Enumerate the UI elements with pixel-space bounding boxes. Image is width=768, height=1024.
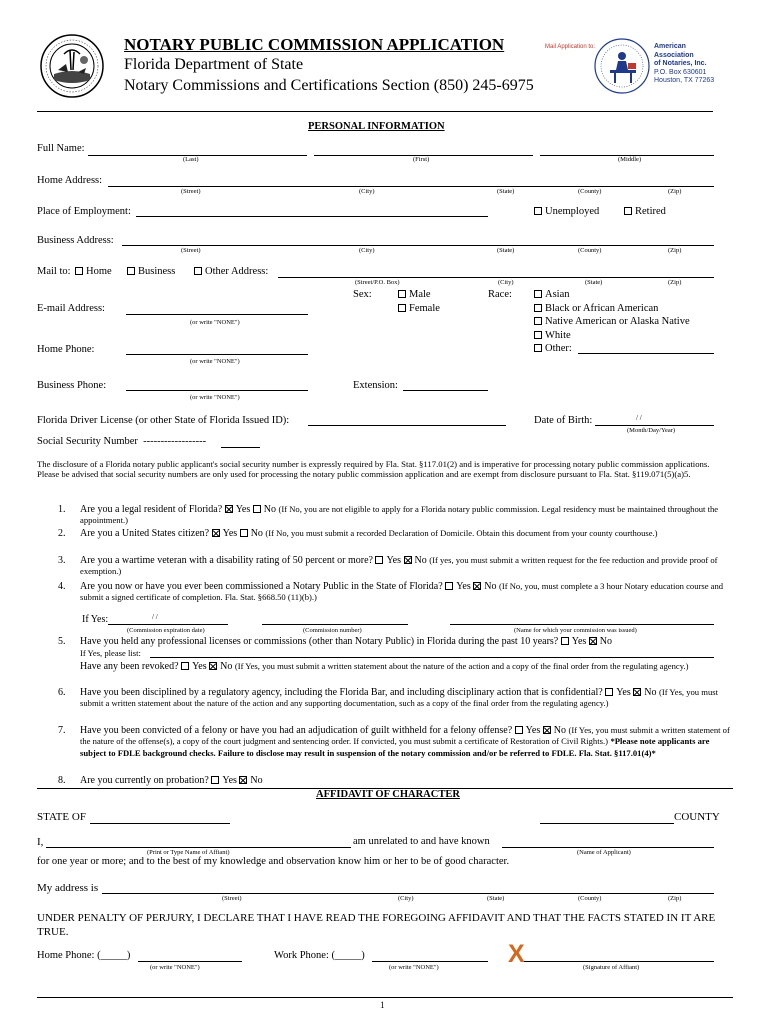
caption: (or write "NONE") (190, 319, 240, 326)
extension-field[interactable] (403, 390, 488, 391)
caption: (Name for which your commission was issued) (514, 627, 637, 634)
mail-home-checkbox[interactable]: Home (75, 266, 112, 277)
checkbox-icon (445, 582, 453, 590)
caption: (Print or Type Name of Affiant) (147, 849, 230, 856)
checkbox-icon (534, 344, 542, 352)
caption: (Signature of Affiant) (583, 964, 640, 971)
caption: (Street) (181, 188, 201, 195)
affiant-home-phone-field[interactable] (138, 961, 242, 962)
unrelated-text: am unrelated to and have known (353, 836, 490, 847)
checkbox-icon (240, 529, 248, 537)
question-1: Are you a legal resident of Florida? Yes No (If No, you are not eligible to apply for a Florida notary public commission. Legal residency must be maintained throughout the appointment.) (80, 504, 719, 526)
fl-license-field[interactable] (308, 425, 506, 426)
caption: (or write "NONE") (150, 964, 200, 971)
state-of-field[interactable] (90, 823, 230, 824)
section-title-personal: PERSONAL INFORMATION (308, 121, 445, 132)
affiant-address-field[interactable] (102, 893, 714, 894)
q8-yes-checkbox[interactable]: Yes (211, 775, 237, 786)
male-checkbox[interactable]: Male (398, 289, 431, 300)
checkbox-icon (194, 267, 202, 275)
q7-no-checkbox[interactable]: No (543, 725, 566, 736)
if-yes-label: If Yes: (82, 614, 109, 625)
other-address-field[interactable] (278, 277, 714, 278)
caption: (Zip) (668, 247, 682, 254)
checkbox-icon (534, 317, 542, 325)
female-checkbox[interactable]: Female (398, 303, 440, 314)
q6-no-checkbox[interactable]: No (633, 687, 656, 698)
sex-label: Sex: (353, 289, 372, 300)
ssn-disclosure: The disclosure of a Florida notary public applicant's social security number is expressly required by Fla. Stat. §117.01(2) and is imperative for processing notary public commission applications. Please be advised that social security numbers are only used for processing the notary public commission application and are exempt from disclosure pursuant to Fla. Stat. §119.071(5)(a)5. (37, 459, 710, 480)
dob-field[interactable] (595, 425, 714, 426)
retired-checkbox[interactable]: Retired (624, 206, 666, 217)
checkbox-icon (605, 688, 613, 696)
florida-seal-icon (40, 34, 104, 98)
checkbox-icon (534, 331, 542, 339)
question-number: 5. (58, 636, 66, 647)
checkbox-icon (211, 776, 219, 784)
page-number: 1 (380, 1000, 385, 1010)
caption: (Commission number) (303, 627, 362, 634)
checkbox-icon (561, 637, 569, 645)
q5-revoked: Have any been revoked? Yes No (If Yes, you must submit a written statement about the nature of the action and a copy of the final order from the regulating agency.) (80, 661, 689, 672)
question-number: 8. (58, 775, 66, 786)
caption: (or write "NONE") (190, 394, 240, 401)
fl-license-label: Florida Driver License (or other State of Florida Issued ID): (37, 415, 290, 426)
question-8: Are you currently on probation? Yes No (80, 775, 263, 786)
caption: (City) (359, 188, 375, 195)
checkbox-icon (398, 304, 406, 312)
one-year-text: for one year or more; and to the best of my knowledge and observation know him or her to be of good character. (37, 856, 510, 867)
mail-business-checkbox[interactable]: Business (127, 266, 175, 277)
checkbox-icon (253, 505, 261, 513)
caption: (City) (359, 247, 375, 254)
race-asian-checkbox[interactable]: Asian (534, 289, 570, 300)
caption: (First) (413, 156, 430, 163)
checked-box-icon (404, 556, 412, 564)
extension-label: Extension: (353, 380, 398, 391)
q3-yes-checkbox[interactable]: Yes (375, 555, 401, 566)
employment-label: Place of Employment: (37, 206, 131, 217)
race-black-checkbox[interactable]: Black or African American (534, 303, 658, 314)
q5-list: If Yes, please list: (80, 648, 141, 658)
checked-box-icon (212, 529, 220, 537)
caption: (Zip) (668, 279, 682, 286)
home-address-field[interactable] (108, 186, 714, 187)
question-3: Are you a wartime veteran with a disability rating of 50 percent or more? Yes No (If yes, you must submit a written request for the fee reduction and provide proof of exemption.) (80, 555, 718, 577)
caption: (City) (498, 279, 514, 286)
question-5: Have you held any professional licenses or commissions (other than Notary Public) in Florida during the past 10 years? Yes No (80, 636, 613, 647)
signature-x-mark: X (508, 940, 525, 968)
caption: (State) (497, 247, 515, 254)
race-native-checkbox[interactable]: Native American or Alaska Native (534, 316, 690, 327)
department: Florida Department of State (124, 56, 304, 73)
section-title-affidavit: AFFIDAVIT OF CHARACTER (316, 789, 460, 800)
checked-box-icon (225, 505, 233, 513)
checked-box-icon (633, 688, 641, 696)
employment-field[interactable] (136, 216, 488, 217)
caption: (Month/Day/Year) (627, 427, 676, 434)
question-4: Are you now or have you ever been commissioned a Notary Public in the State of Florida? Yes No (If No, you, must complete a 3 hour Notary education course and submit a signed certificate of completion. Fla. Stat. §668.50 (11)(b).) (80, 581, 724, 603)
association-name: American Association of Notaries, Inc. P.O. Box 630601 Houston, TX 77263 (654, 43, 715, 84)
caption: (County) (578, 895, 602, 902)
checkbox-icon (398, 290, 406, 298)
ssn-field[interactable] (221, 447, 260, 448)
q5r-no-checkbox[interactable]: No (209, 661, 232, 672)
full-name-label: Full Name: (37, 143, 85, 154)
dob-label: Date of Birth: (534, 415, 593, 426)
caption: (Commission expiration date) (127, 627, 205, 634)
question-number: 7. (58, 725, 66, 736)
affiant-name-field[interactable] (46, 847, 351, 848)
mail-to-label: Mail Application to: (545, 44, 596, 50)
caption: (Street) (181, 247, 201, 254)
ssn-label: Social Security Number ------------------ (37, 436, 207, 447)
q1-yes-checkbox[interactable]: Yes (225, 504, 251, 515)
dob-separator: / / (636, 414, 642, 422)
date-separator: / / (152, 613, 158, 621)
checkbox-icon (181, 662, 189, 670)
affiant-work-phone-label: Work Phone: (_____) (274, 950, 365, 961)
q5-no-checkbox[interactable]: No (589, 636, 612, 647)
race-other-checkbox[interactable]: Other: (534, 343, 572, 354)
perjury-statement: UNDER PENALTY OF PERJURY, I DECLARE THAT I HAVE READ THE FOREGOING AFFIDAVIT AND THAT THE FACTS STATED IN IT ARE TRUE. (37, 912, 716, 938)
q2-no-checkbox[interactable]: No (240, 528, 263, 539)
caption: (County) (578, 188, 602, 195)
caption: (or write "NONE") (190, 358, 240, 365)
checkbox-icon (534, 304, 542, 312)
checked-box-icon (543, 726, 551, 734)
question-number: 6. (58, 687, 66, 698)
q2-yes-checkbox[interactable]: Yes (212, 528, 238, 539)
caption: (Name of Applicant) (577, 849, 631, 856)
mail-other-checkbox[interactable]: Other Address: (194, 266, 268, 277)
business-phone-label: Business Phone: (37, 380, 107, 391)
signature-field[interactable] (524, 961, 714, 962)
checked-box-icon (239, 776, 247, 784)
question-2: Are you a United States citizen? Yes No (If No, you must submit a recorded Declaration of Domicile. Obtain this document from your county courthouse.) (80, 528, 658, 539)
business-phone-field[interactable] (126, 390, 308, 391)
checkbox-icon (375, 556, 383, 564)
commission-exp-field[interactable] (108, 624, 228, 625)
county-field[interactable] (540, 823, 674, 824)
question-7: Have you been convicted of a felony or have you had an adjudication of guilt withheld for a felony offense? Yes No (If Yes, you must submit a written statement of the nature of the offense(s), a copy of the court judgment and sentencing order. If convicted, you must submit a certificate of Restoration of Civil Rights.) *Please note applicants are subject to FDLE background checks. Failure to disclose may result in suspension of the notary commission and/or be referred to FDLE. Fla. Stat. §117.01(4)* (80, 725, 730, 758)
q4-no-checkbox[interactable]: No (473, 581, 496, 592)
email-field[interactable] (126, 314, 308, 315)
q5r-yes-checkbox[interactable]: Yes (181, 661, 207, 672)
checkbox-icon (534, 207, 542, 215)
county-label: COUNTY (674, 811, 720, 823)
caption: (Street/P.O. Box) (355, 279, 400, 286)
caption: (State) (497, 188, 515, 195)
page-title: NOTARY PUBLIC COMMISSION APPLICATION (124, 35, 505, 54)
checkbox-icon (515, 726, 523, 734)
question-number: 2. (58, 528, 66, 539)
question-number: 1. (58, 504, 66, 515)
caption: (Last) (183, 156, 199, 163)
caption: (or write "NONE") (389, 964, 439, 971)
state-of-label: STATE OF (37, 811, 86, 823)
race-white-checkbox[interactable]: White (534, 330, 571, 341)
caption: (State) (585, 279, 603, 286)
q7-yes-checkbox[interactable]: Yes (515, 725, 541, 736)
checkbox-icon (127, 267, 135, 275)
my-address-label: My address is (37, 882, 99, 894)
home-address-label: Home Address: (37, 175, 103, 186)
unemployed-checkbox[interactable]: Unemployed (534, 206, 599, 217)
business-address-label: Business Address: (37, 235, 114, 246)
question-number: 3. (58, 555, 66, 566)
checkbox-icon (624, 207, 632, 215)
section: Notary Commissions and Certifications Section (850) 245-6975 (124, 77, 534, 94)
email-label: E-mail Address: (37, 303, 105, 314)
checked-box-icon (209, 662, 217, 670)
home-phone-label: Home Phone: (37, 344, 95, 355)
caption: (County) (578, 247, 602, 254)
notary-association-logo-icon (594, 36, 650, 96)
header-divider (37, 111, 713, 112)
applicant-name-field[interactable] (502, 847, 714, 848)
commission-name-field[interactable] (450, 624, 714, 625)
q8-no-checkbox[interactable]: No (239, 775, 262, 786)
caption: (State) (487, 895, 505, 902)
mail-to-label: Mail to: (37, 266, 71, 277)
question-6: Have you been disciplined by a regulatory agency, including the Florida Bar, and including disciplinary action that is confidential? Yes No (If Yes, you must submit a written statement about the nature of the action and any supporting documentation, such as a copy of the final order from the regulating agency.) (80, 687, 718, 709)
checked-box-icon (473, 582, 481, 590)
q5-list-field[interactable] (150, 657, 714, 658)
business-address-field[interactable] (122, 245, 714, 246)
home-phone-field[interactable] (126, 354, 308, 355)
q5-yes-checkbox[interactable]: Yes (561, 636, 587, 647)
question-number: 4. (58, 581, 66, 592)
race-other-field[interactable] (578, 353, 714, 354)
footer-divider (37, 997, 733, 998)
q6-yes-checkbox[interactable]: Yes (605, 687, 631, 698)
commission-number-field[interactable] (262, 624, 408, 625)
caption: (Zip) (668, 895, 682, 902)
checkbox-icon (534, 290, 542, 298)
caption: (Zip) (668, 188, 682, 195)
q3-no-checkbox[interactable]: No (404, 555, 427, 566)
caption: (Street) (222, 895, 242, 902)
race-label: Race: (488, 289, 512, 300)
caption: (Middle) (618, 156, 642, 163)
affiant-work-phone-field[interactable] (372, 961, 488, 962)
caption: (City) (398, 895, 414, 902)
checkbox-icon (75, 267, 83, 275)
checked-box-icon (589, 637, 597, 645)
i-label: I, (37, 836, 44, 848)
q4-yes-checkbox[interactable]: Yes (445, 581, 471, 592)
q1-no-checkbox[interactable]: No (253, 504, 276, 515)
affiant-home-phone-label: Home Phone: (_____) (37, 950, 131, 961)
